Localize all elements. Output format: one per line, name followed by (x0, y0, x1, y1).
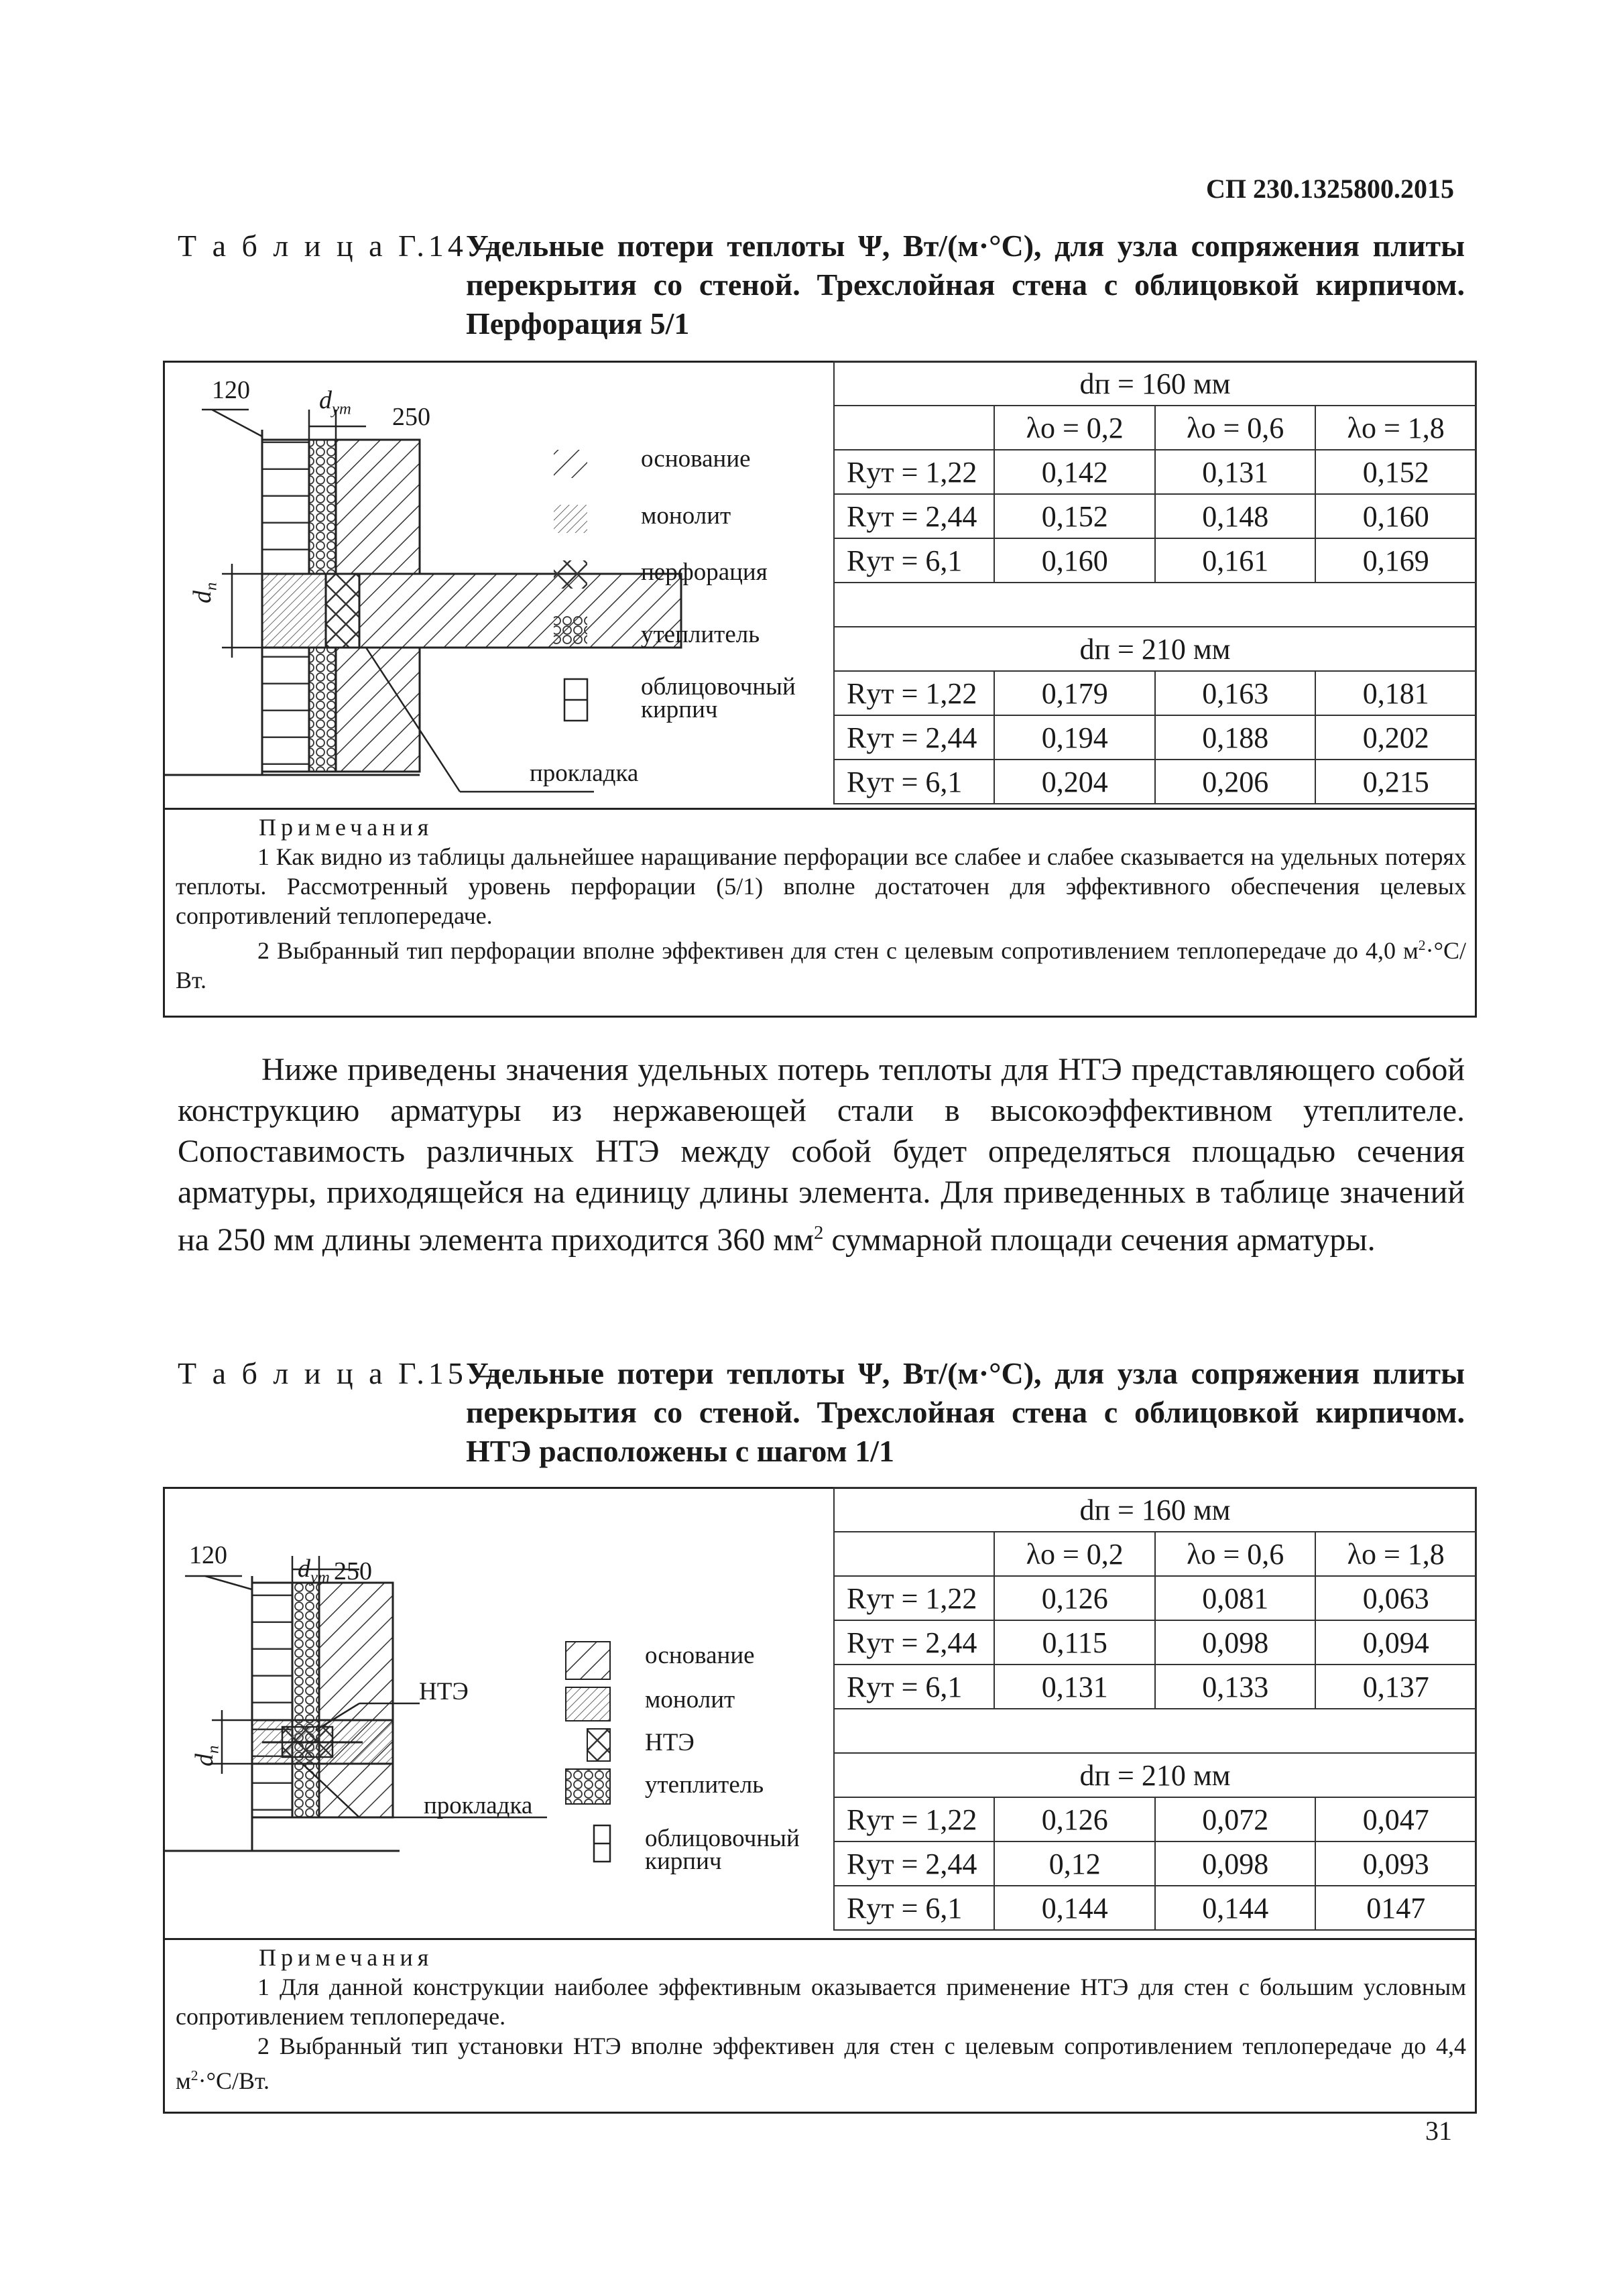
cell: 0,204 (994, 760, 1155, 804)
note-1: 1 Для данной конструкции наиболее эффективным оказывается применение НТЭ для стен с большим условным сопротивлением теплопередаче. (176, 1974, 1466, 2030)
table-title: Удельные потери теплоты Ψ, Вт/(м·°С), для узла сопряжения плиты перекрытия со стеной. Трехслойная стена с облицовкой кирпичом. Перфорация 5/1 (466, 229, 1465, 341)
row-label: Rут = 6,1 (834, 1665, 994, 1709)
lambda-header: λо = 1,8 (1315, 1532, 1476, 1576)
divider (163, 1938, 1477, 1940)
table-row (834, 1797, 1476, 1841)
row-label: Rут = 6,1 (834, 538, 994, 583)
cell: 0,098 (1155, 1841, 1316, 1886)
table-row (834, 1576, 1476, 1620)
table-row (834, 760, 1476, 804)
body-paragraph: Ниже приведены значения удельных потерь теплоты для НТЭ представляющего собой конструкцию арматуры из нержавеющей стали в высокоэффективном утеплителе. Сопоставимость различных НТЭ между собой будет определяться площадью сечения арматуры, приходящейся на единицу длины элемента. Для приведенных в таблице значений на 250 мм длины элемента приходится 360 $мм^2$ суммарной площади сечения арматуры. (178, 1052, 1465, 1258)
table-row (834, 1620, 1476, 1665)
legend-monolith: монолит (641, 502, 731, 530)
cell: 0,131 (994, 1665, 1155, 1709)
cell: 0,215 (1315, 760, 1476, 804)
cell: 0,131 (1155, 450, 1316, 494)
cell: 0,12 (994, 1841, 1155, 1886)
callout-gasket: прокладка (530, 760, 639, 787)
table-row (834, 715, 1476, 760)
group-header-210: dп = 210 мм (834, 1753, 1476, 1797)
note-2: 2 Выбранный тип перфорации вполне эффективен для стен с целевым сопротивлением теплопередаче до 4,0 $м^2\cdot^\circ С/Вт$. (176, 937, 1466, 993)
row-label: Rут = 1,22 (834, 671, 994, 715)
table-title: Удельные потери теплоты Ψ, Вт/(м·°С), для узла сопряжения плиты перекрытия со стеной. Трехслойная стена с облицовкой кирпичом. НТЭ расположены с шагом 1/1 (466, 1356, 1465, 1468)
cell: 0,152 (994, 494, 1155, 538)
table-label: Т а б л и ц а Г.15 – (178, 1356, 499, 1390)
lambda-header: λо = 0,2 (994, 406, 1155, 450)
legend-insulation: утеплитель (645, 1771, 764, 1799)
dim-dut: $d_{ут}$ (298, 1555, 330, 1587)
notes-g15 (176, 1943, 1466, 2096)
dim-250: 250 (392, 403, 430, 431)
cell: 0,181 (1315, 671, 1476, 715)
row-label: Rут = 6,1 (834, 760, 994, 804)
callout-gasket: прокладка (424, 1792, 533, 1819)
cell: 0,133 (1155, 1665, 1316, 1709)
cell: 0,161 (1155, 538, 1316, 583)
row-label: Rут = 1,22 (834, 1576, 994, 1620)
dim-120: 120 (212, 376, 250, 404)
row-label: Rут = 1,22 (834, 450, 994, 494)
cell: 0,206 (1155, 760, 1316, 804)
legend-monolith: монолит (645, 1686, 735, 1713)
cell: 0,163 (1155, 671, 1316, 715)
table-row (834, 538, 1476, 583)
legend-perforation: перфорация (641, 558, 768, 586)
dim-250: 250 (334, 1557, 372, 1585)
cell: 0,194 (994, 715, 1155, 760)
legend-base: основание (645, 1642, 755, 1669)
cell: 0,081 (1155, 1576, 1316, 1620)
cell: 0,137 (1315, 1665, 1476, 1709)
dim-dp: $d_п$ (190, 1745, 223, 1766)
note-2: 2 Выбранный тип установки НТЭ вполне эффективен для стен с целевым сопротивлением теплопередаче до 4,4 $м^2\cdot^\circ С/Вт$. (176, 2033, 1466, 2094)
cell: 0,093 (1315, 1841, 1476, 1886)
note-1: 1 Как видно из таблицы дальнейшее наращивание перфорации все слабее и слабее сказывается на удельных потерях теплоты. Рассмотренный уровень перфорации (5/1) вполне достаточен для эффективного обеспечения целевых сопротивлений теплопередаче. (176, 843, 1466, 929)
legend-insulation: утеплитель (641, 621, 760, 648)
cell: 0,152 (1315, 450, 1476, 494)
table-row (834, 1665, 1476, 1709)
data-table-g15 (833, 1487, 1477, 1931)
table-caption-g15 (178, 1354, 1465, 1475)
lambda-header: λо = 1,8 (1315, 406, 1476, 450)
cell: 0,160 (1315, 494, 1476, 538)
legend-base: основание (641, 445, 751, 473)
cell: 0,115 (994, 1620, 1155, 1665)
dim-dut: $d_{ут}$ (319, 386, 351, 418)
notes-g14 (176, 812, 1466, 995)
cell: 0,047 (1315, 1797, 1476, 1841)
notes-heading: Примечания (259, 1944, 434, 1971)
table-caption-g14 (178, 227, 1465, 347)
cell: 0,188 (1155, 715, 1316, 760)
row-label: Rут = 2,44 (834, 494, 994, 538)
cell: 0,072 (1155, 1797, 1316, 1841)
lambda-header: λо = 0,6 (1155, 1532, 1316, 1576)
lambda-header: λо = 0,2 (994, 1532, 1155, 1576)
row-label: Rут = 6,1 (834, 1886, 994, 1930)
cell: 0,126 (994, 1576, 1155, 1620)
callout-nte: НТЭ (419, 1678, 469, 1705)
cell: 0,094 (1315, 1620, 1476, 1665)
dim-120: 120 (189, 1541, 227, 1569)
table-row (834, 1841, 1476, 1886)
cell: 0,126 (994, 1797, 1155, 1841)
group-header-160: dп = 160 мм (834, 1488, 1476, 1532)
table-label: Т а б л и ц а Г.14 – (178, 229, 499, 263)
row-label: Rут = 2,44 (834, 1841, 994, 1886)
divider (163, 808, 1477, 810)
group-header-160: dп = 160 мм (834, 361, 1476, 406)
cell: 0,144 (1155, 1886, 1316, 1930)
page-number: 31 (1425, 2116, 1452, 2146)
legend-brick: облицовочный кирпич (641, 673, 796, 723)
notes-heading: Примечания (259, 814, 434, 841)
row-label: Rут = 1,22 (834, 1797, 994, 1841)
cell: 0,142 (994, 450, 1155, 494)
document-code: СП 230.1325800.2015 (1206, 174, 1454, 204)
legend-brick: облицовочный кирпич (645, 1825, 800, 1875)
table-row (834, 671, 1476, 715)
cell: 0,160 (994, 538, 1155, 583)
group-header-210: dп = 210 мм (834, 627, 1476, 671)
cell: 0,148 (1155, 494, 1316, 538)
legend-nte: НТЭ (645, 1729, 695, 1756)
lambda-header: λо = 0,6 (1155, 406, 1316, 450)
cell: 0,144 (994, 1886, 1155, 1930)
table-row (834, 450, 1476, 494)
dim-dp: $d_п$ (188, 582, 221, 603)
row-label: Rут = 2,44 (834, 1620, 994, 1665)
cell: 0,098 (1155, 1620, 1316, 1665)
cell: 0,179 (994, 671, 1155, 715)
table-row (834, 1886, 1476, 1930)
table-row (834, 494, 1476, 538)
cell: 0147 (1315, 1886, 1476, 1930)
row-label: Rут = 2,44 (834, 715, 994, 760)
cell: 0,202 (1315, 715, 1476, 760)
cell: 0,169 (1315, 538, 1476, 583)
cell: 0,063 (1315, 1576, 1476, 1620)
data-table-g14 (833, 361, 1477, 804)
